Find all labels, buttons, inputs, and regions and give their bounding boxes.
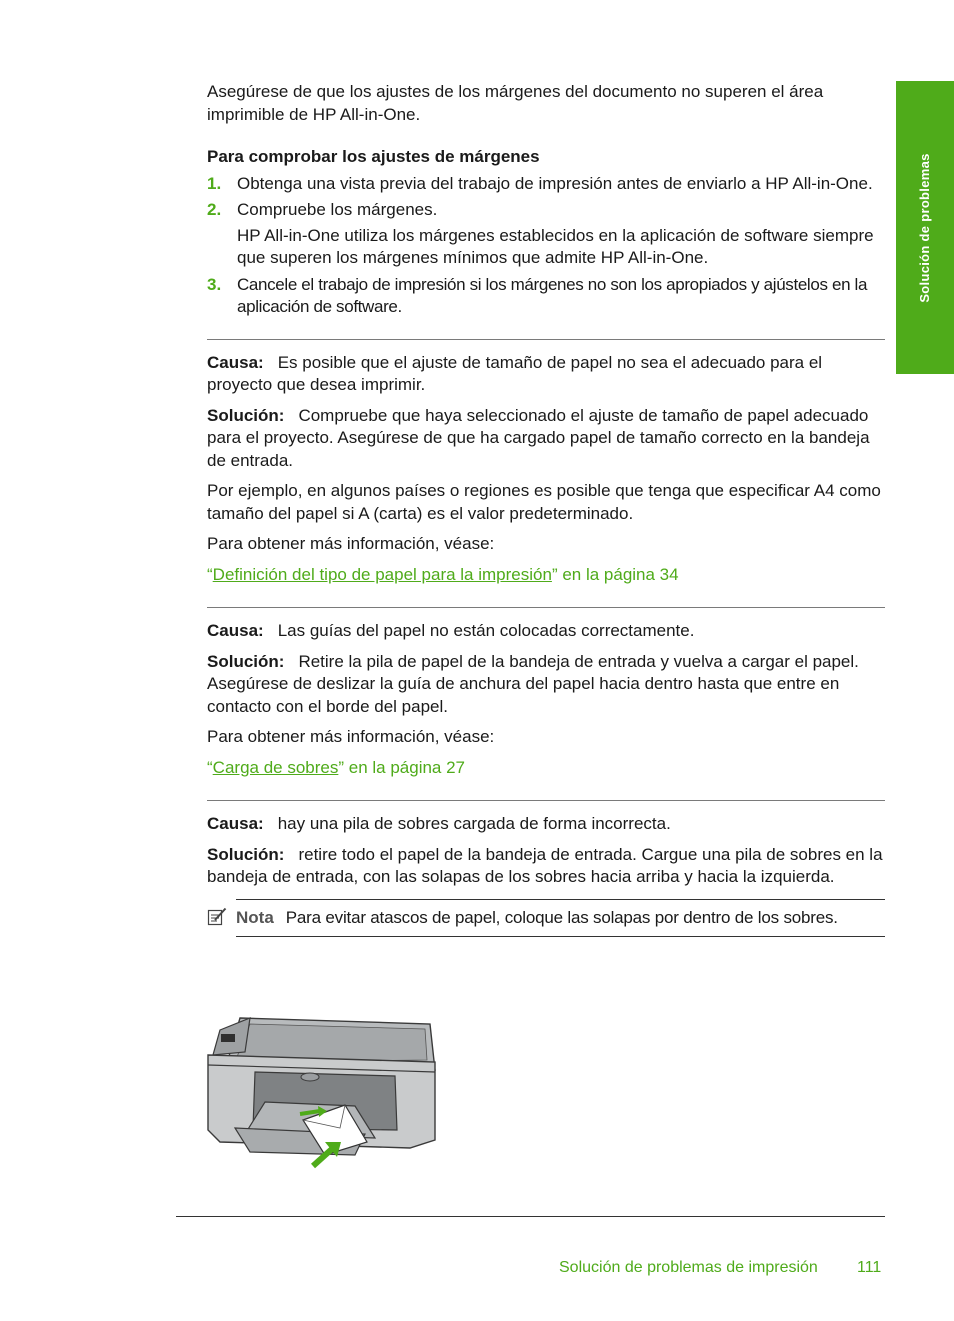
note-pencil-icon (207, 907, 227, 927)
solution-label: Solución: (207, 405, 285, 425)
printer-envelope-loading-illustration (205, 1010, 437, 1170)
note-text: Para evitar atascos de papel, coloque las solapas por dentro de los sobres. (285, 907, 838, 927)
footer-section-title: Solución de problemas de impresión (559, 1259, 818, 1276)
section-divider (207, 800, 885, 801)
example-paragraph: Por ejemplo, en algunos países o regiones es posible que tenga que especificar A4 como tamaño del papel si A (carta) es el valor predeterminado. (207, 481, 881, 523)
more-info-text: Para obtener más información, véase: (207, 534, 495, 553)
cause-label: Causa: (207, 352, 264, 372)
solution-text: Compruebe que haya seleccionado el ajuste de tamaño de papel adecuado para el proyecto. Asegúrese de que ha cargado papel de tamaño correcto en la bandeja de entrada. (207, 405, 870, 470)
cross-reference-link[interactable] (207, 757, 885, 780)
cause-paragraph (207, 352, 885, 397)
solution-paragraph (207, 651, 885, 719)
step-number: 1. (207, 173, 222, 193)
section-divider (207, 339, 885, 340)
more-info-text: Para obtener más información, véase: (207, 727, 495, 746)
cause-paragraph (207, 813, 885, 836)
step-number: 2. (207, 200, 222, 219)
footer-rule (176, 1216, 885, 1217)
section-divider (207, 607, 885, 608)
solution-label: Solución: (207, 651, 285, 671)
note-label: Nota (236, 907, 274, 927)
step-number: 3. (207, 274, 222, 294)
cause-label: Causa: (207, 621, 264, 640)
cause-label: Causa: (207, 814, 264, 833)
solution-text: Retire la pila de papel de la bandeja de entrada y vuelva a cargar el papel. Asegúrese de deslizar la guía de anchura del papel hacia dentro hasta que entre en contacto con el borde del papel. (207, 651, 859, 716)
procedure-steps (207, 173, 885, 319)
solution-paragraph (207, 844, 885, 889)
link-text[interactable]: Carga de sobres (212, 757, 339, 777)
page-number: 111 (857, 1259, 882, 1276)
step-text: Obtenga una vista previa del trabajo de impresión antes de enviarlo a HP All-in-One. (237, 173, 873, 193)
cause-text: Las guías del papel no están colocadas correctamente. (277, 621, 695, 640)
side-tab-label: Solución de problemas (916, 152, 932, 303)
cause-text: hay una pila de sobres cargada de forma incorrecta. (277, 814, 671, 833)
cause-paragraph (207, 620, 885, 643)
side-tab (896, 81, 954, 374)
cross-reference-link[interactable] (207, 564, 885, 587)
step-item (207, 274, 885, 319)
step-text: Compruebe los márgenes. (237, 200, 438, 219)
link-page-ref: ” en la página 27 (338, 757, 466, 777)
page-content (207, 81, 885, 937)
step-subtext: HP All-in-One utiliza los márgenes establecidos en la aplicación de software siempre que superen los márgenes mínimos que admite HP All-in-One. (237, 225, 874, 267)
step-item (207, 199, 885, 270)
step-item (207, 173, 885, 196)
solution-label: Solución: (207, 844, 285, 864)
link-page-ref: ” en la página 34 (551, 564, 679, 584)
intro-paragraph: Asegúrese de que los ajustes de los márgenes del documento no superen el área imprimible de HP All-in-One. (207, 82, 824, 124)
step-text: Cancele el trabajo de impresión si los márgenes no son los apropiados y ajústelos en la aplicación de software. (237, 274, 868, 316)
solution-paragraph (207, 405, 885, 473)
solution-text: retire todo el papel de la bandeja de entrada. Cargue una pila de sobres en la bandeja de entrada, con las solapas de los sobres hacia arriba y hacia la izquierda. (207, 844, 883, 886)
link-quote-open: “ (207, 564, 213, 584)
link-quote-open: “ (207, 757, 213, 777)
link-text[interactable]: Definición del tipo de papel para la impresión (212, 564, 552, 584)
procedure-heading: Para comprobar los ajustes de márgenes (207, 147, 540, 166)
note-box (236, 899, 885, 938)
cause-text: Es posible que el ajuste de tamaño de papel no sea el adecuado para el proyecto que desea imprimir. (207, 352, 823, 394)
